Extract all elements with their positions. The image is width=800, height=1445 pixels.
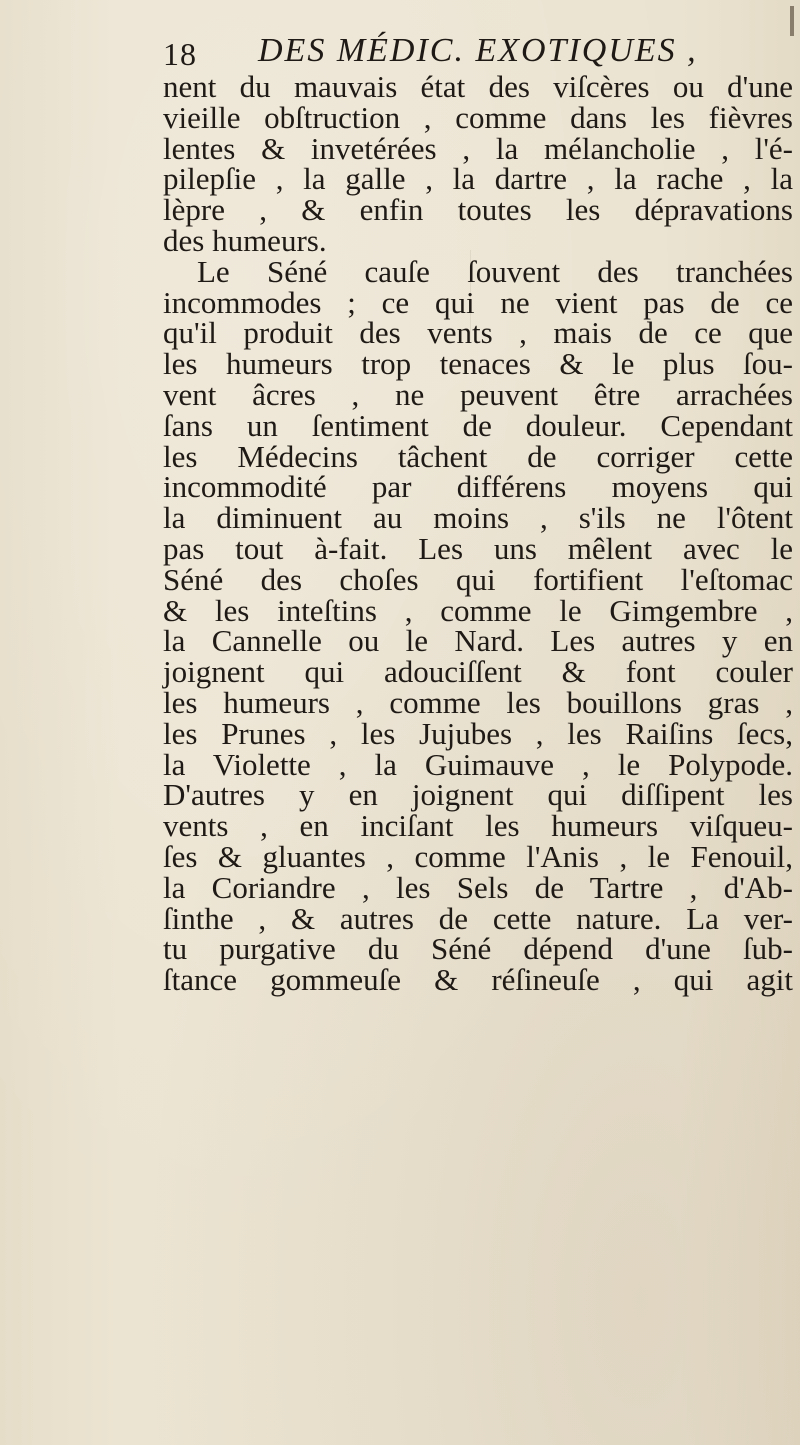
page-edge-mark [790, 6, 794, 36]
text-line: les Prunes , les Jujubes , les Raiſins ſecs, [163, 715, 793, 751]
text-line: qu'il produit des vents , mais de ce que [163, 315, 793, 351]
text-line: ſtance gommeuſe & réſineuſe , qui agit [163, 962, 793, 998]
text-line: D'autres y en joignent qui diſſipent les [163, 777, 793, 813]
text-line: incommodes ; ce qui ne vient pas de ce [163, 284, 793, 320]
text-line: tu purgative du Séné dépend d'une ſub- [163, 931, 793, 967]
text-line: la diminuent au moins , s'ils ne l'ôtent [163, 500, 793, 536]
text-line: ſans un ſentiment de douleur. Cependant [163, 407, 793, 443]
text-line: la Violette , la Guimauve , le Polypode. [163, 746, 793, 782]
text-line: Séné des choſes qui fortifient l'eſtomac [163, 561, 793, 597]
text-line: joignent qui adouciſſent & font couler [163, 654, 793, 690]
text-line: vents , en inciſant les humeurs viſqueu- [163, 808, 793, 844]
text-line: pas tout à-fait. Les uns mêlent avec le [163, 530, 793, 566]
text-line: incommodité par différens moyens qui [163, 469, 793, 505]
text-line: les humeurs , comme les bouillons gras , [163, 684, 793, 720]
text-line: pilepſie , la galle , la dartre , la rache , la [163, 161, 793, 197]
text-line: lèpre , & enfin toutes les dépravations [163, 192, 793, 228]
text-line: nent du mauvais état des viſcères ou d'une [163, 69, 793, 104]
text-line: ſes & gluantes , comme l'Anis , le Fenouil, [163, 838, 793, 874]
text-line: les Médecins tâchent de corriger cette [163, 438, 793, 474]
text-line: les humeurs trop tenaces & le plus ſou- [163, 346, 793, 382]
text-line: vieille obſtruction , comme dans les fièvres [163, 99, 793, 135]
text-line: la Coriandre , les Sels de Tartre , d'Ab- [163, 869, 793, 905]
text-line: & les inteſtins , comme le Gimgembre , [163, 592, 793, 628]
running-head-title: DES MÉDIC. EXOTIQUES , [258, 32, 698, 69]
text-line: des humeurs. [163, 222, 327, 258]
text-line: vent âcres , ne peuvent être arrachées [163, 376, 793, 412]
text-line: lentes & invetérées , la mélancholie , l'é- [163, 130, 793, 166]
text-line: la Cannelle ou le Nard. Les autres y en [163, 623, 793, 659]
page-number: 18 [163, 36, 197, 72]
paragraph-start-line: Le Séné cauſe ſouvent des tranchées [197, 253, 793, 289]
body-text [163, 69, 793, 998]
text-line: ſinthe , & autres de cette nature. La ver- [163, 900, 793, 936]
